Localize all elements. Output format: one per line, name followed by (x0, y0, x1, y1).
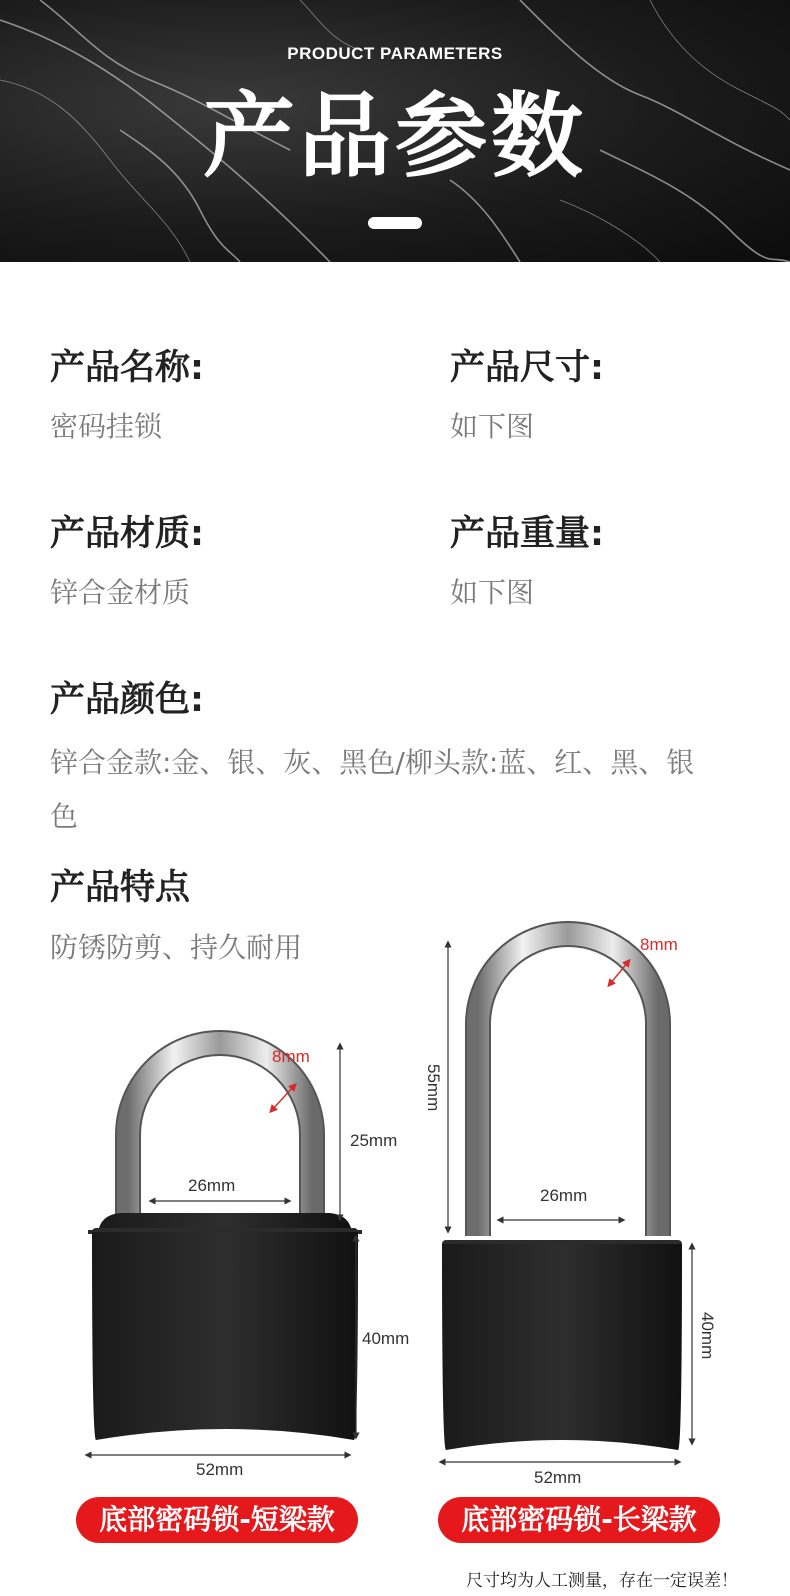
long-body-height-label: 40mm (698, 1312, 717, 1360)
short-shackle-height-label: 25mm (350, 1131, 398, 1150)
short-shackle-caption: 底部密码锁-短梁款 (76, 1497, 358, 1543)
product-color-label: 产品颜色: (50, 680, 204, 720)
product-weight-label: 产品重量: (450, 514, 604, 554)
long-shackle-height-label: 55mm (424, 1064, 443, 1112)
product-feature-value: 防锈防剪、持久耐用 (50, 931, 303, 964)
short-shackle-thickness-label: 8mm (272, 1047, 310, 1066)
product-weight-value: 如下图 (450, 576, 535, 609)
product-name-label: 产品名称: (50, 348, 204, 388)
long-inner-width-label: 26mm (540, 1186, 588, 1205)
short-shackle-lock (88, 1043, 362, 1440)
product-name-value: 密码挂锁 (50, 410, 163, 443)
product-color-value: 锌合金款:金、银、灰、黑色/柳头款:蓝、红、黑、银色 (50, 746, 695, 833)
product-feature-label: 产品特点 (50, 868, 191, 908)
long-body-width-label: 52mm (534, 1468, 582, 1487)
product-size-label: 产品尺寸: (450, 348, 604, 388)
product-material-label: 产品材质: (50, 514, 204, 554)
short-inner-width-label: 26mm (188, 1176, 236, 1195)
product-size-value: 如下图 (450, 410, 535, 443)
product-material-value: 锌合金材质 (50, 576, 191, 609)
measurement-note: 尺寸均为人工测量，存在一定误差！ (466, 1571, 738, 1591)
short-body-width-label: 52mm (196, 1460, 244, 1479)
short-body-height-label: 40mm (362, 1329, 410, 1348)
long-shackle-caption: 底部密码锁-长梁款 (438, 1497, 720, 1543)
long-shackle-thickness-label: 8mm (640, 935, 678, 954)
page-title: 产品参数 (202, 83, 587, 190)
header-subtitle: PRODUCT PARAMETERS (287, 44, 503, 63)
